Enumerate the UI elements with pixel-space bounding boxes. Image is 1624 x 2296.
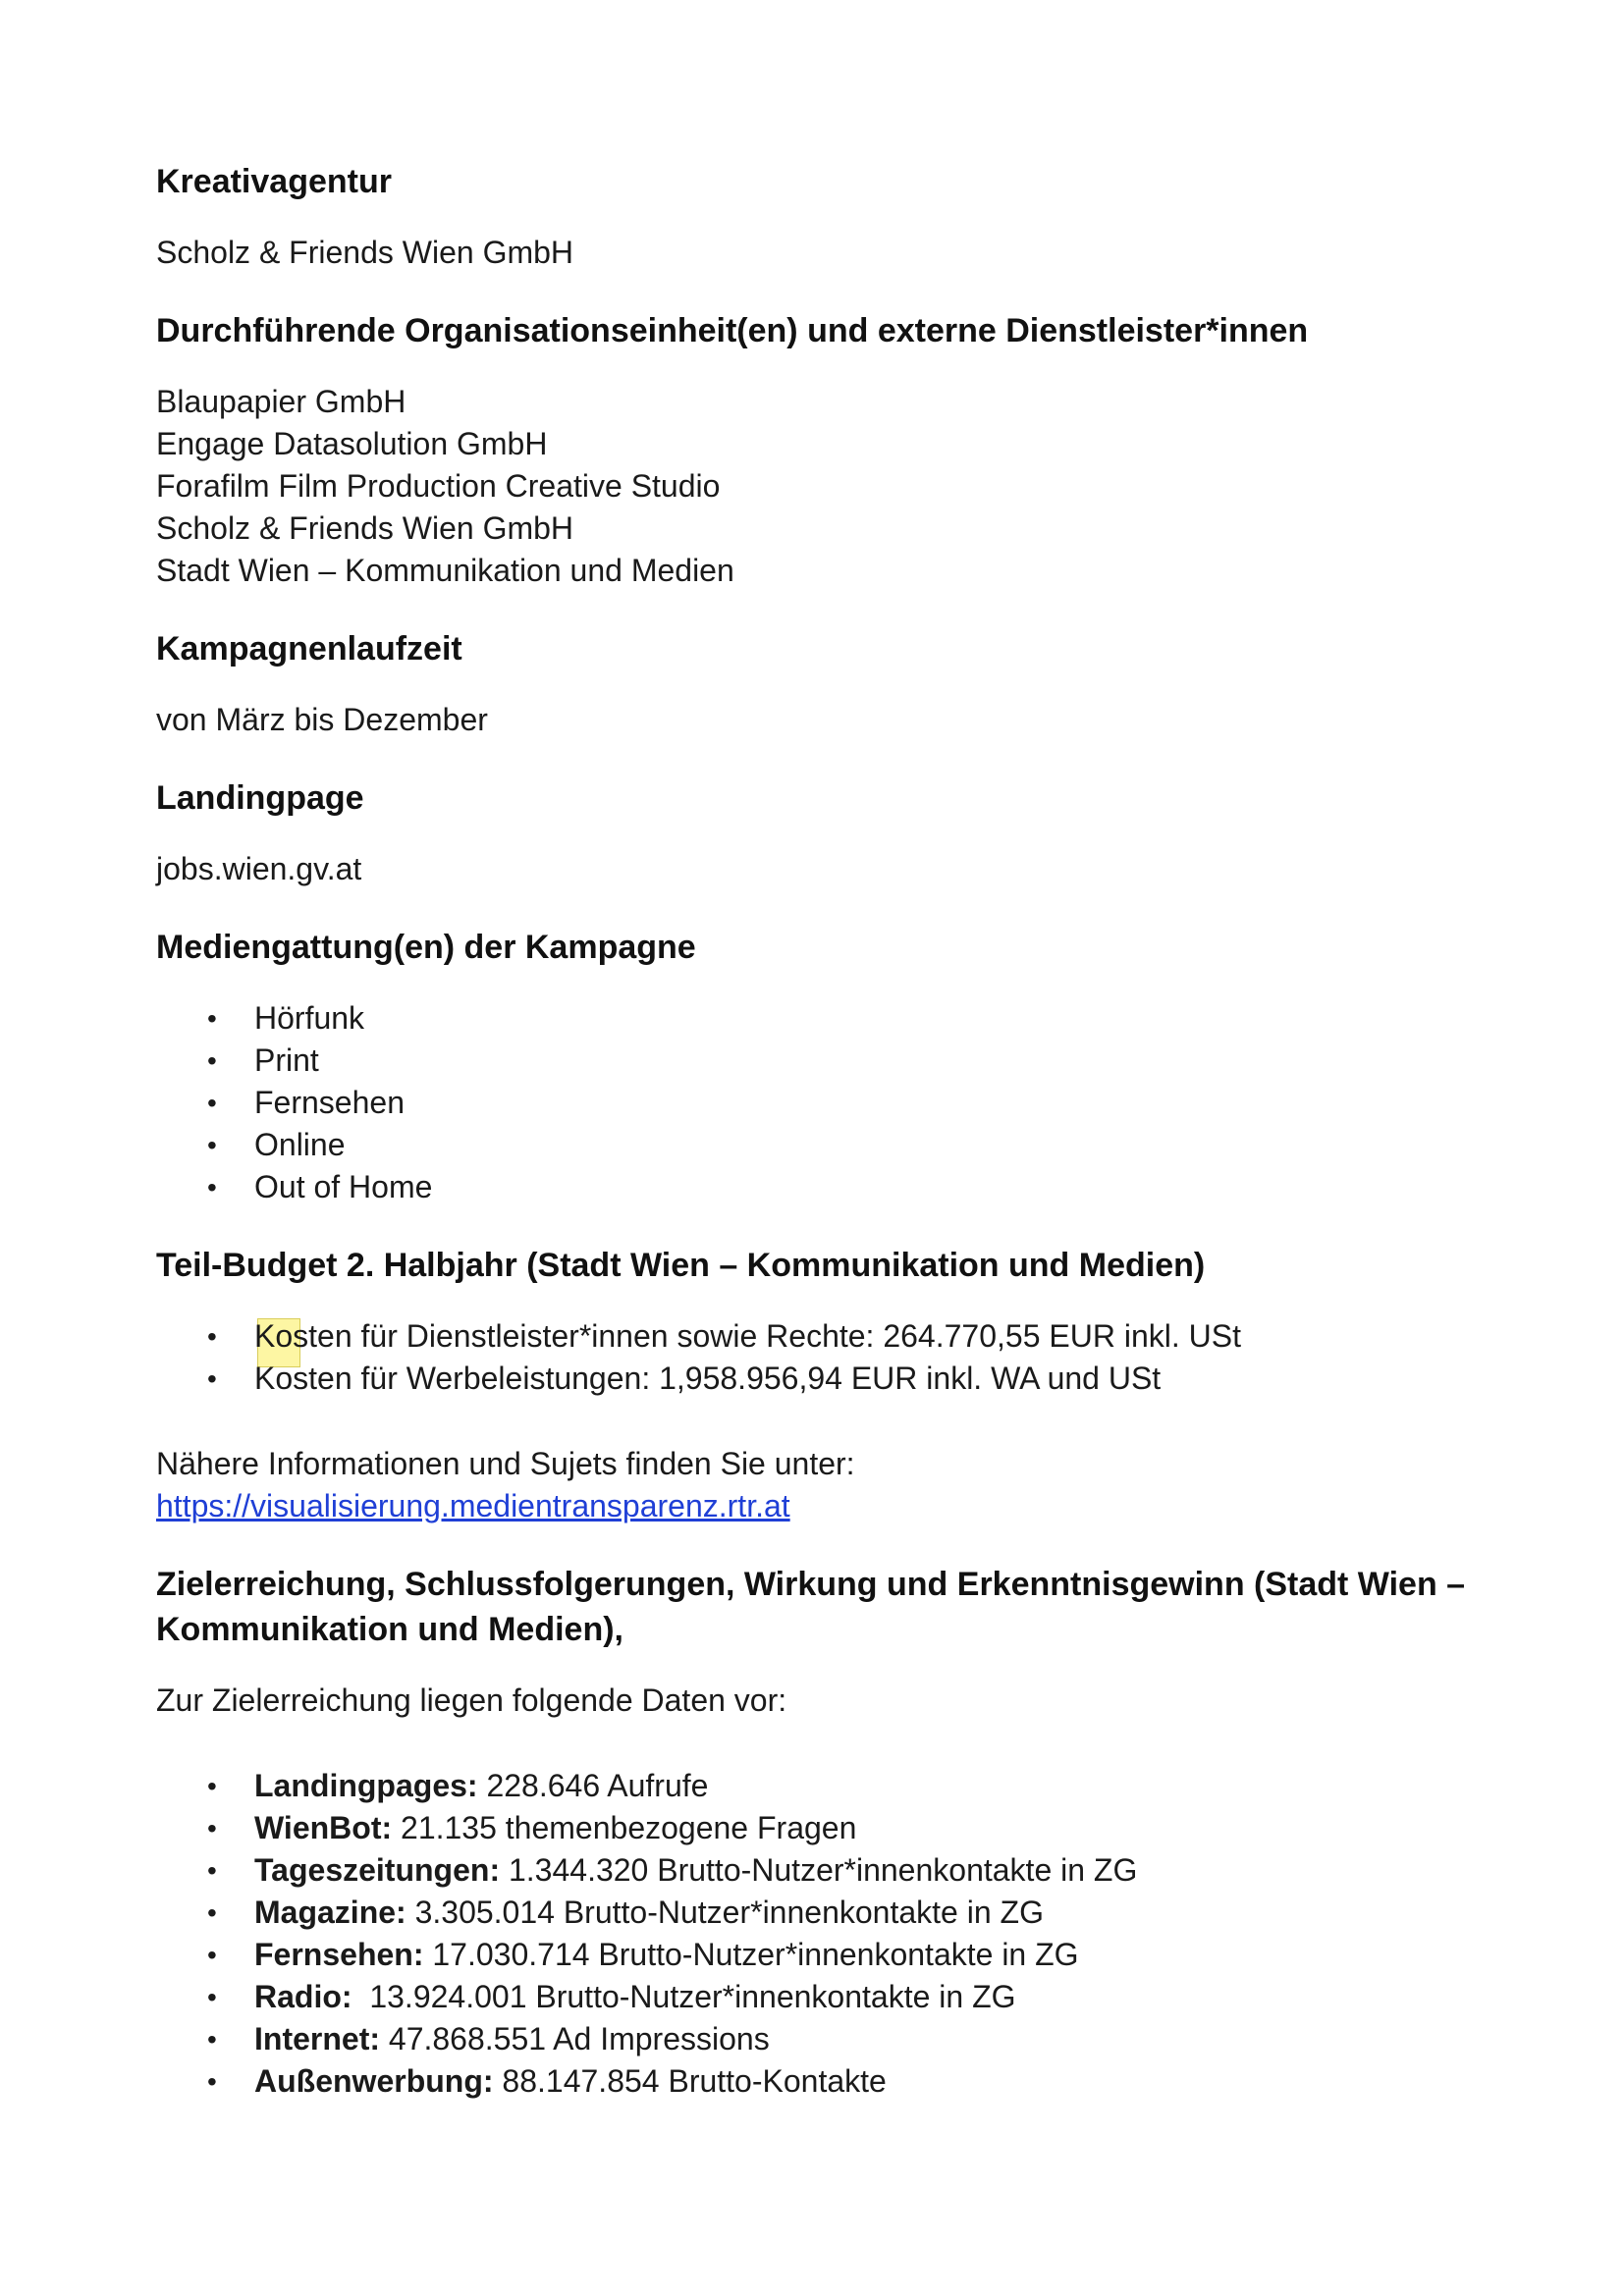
heading-budget: Teil-Budget 2. Halbjahr (Stadt Wien – Kommunikation und Medien) — [156, 1247, 1206, 1284]
executing-unit-line: Engage Datasolution GmbH — [156, 426, 548, 461]
executing-unit-line: Stadt Wien – Kommunikation und Medien — [156, 553, 734, 588]
bullet-icon: • — [207, 1855, 217, 1886]
goal-item-value: 1.344.320 Brutto-Nutzer*innenkontakte in ZG — [500, 1852, 1138, 1888]
budget-item: Kosten für Dienstleister*innen sowie Rechte: 264.770,55 EUR inkl. USt — [254, 1318, 1241, 1354]
info-link-line — [156, 1485, 790, 1527]
bullet-icon: • — [207, 1321, 217, 1352]
media-type-item: Print — [254, 1042, 319, 1078]
goal-item-value: 3.305.014 Brutto-Nutzer*innenkontakte in ZG — [406, 1895, 1044, 1930]
campaign-duration: von März bis Dezember — [156, 702, 488, 737]
goal-item — [254, 1765, 708, 1807]
executing-unit-line: Scholz & Friends Wien GmbH — [156, 510, 574, 546]
budget-item: Kosten für Werbeleistungen: 1,958.956,94 EUR inkl. WA und USt — [254, 1361, 1162, 1396]
agency-name: Scholz & Friends Wien GmbH — [156, 235, 574, 270]
goal-item — [254, 1849, 1137, 1892]
bullet-icon: • — [207, 1897, 217, 1928]
bullet-icon: • — [207, 1172, 217, 1202]
heading-landingpage: Landingpage — [156, 779, 364, 817]
goals-intro: Zur Zielerreichung liegen folgende Daten vor: — [156, 1682, 787, 1718]
bullet-icon: • — [207, 1045, 217, 1076]
media-type-item: Online — [254, 1127, 346, 1162]
goal-item — [254, 2060, 887, 2103]
goal-item-label: Radio: — [254, 1979, 352, 2014]
heading-kampagnenlaufzeit: Kampagnenlaufzeit — [156, 630, 462, 667]
goal-item — [254, 1934, 1079, 1976]
goal-item-label: Internet: — [254, 2021, 380, 2056]
goal-item-value: 88.147.854 Brutto-Kontakte — [493, 2063, 887, 2099]
bullet-icon: • — [207, 1363, 217, 1394]
media-type-item: Out of Home — [254, 1169, 433, 1204]
goal-item-value: 228.646 Aufrufe — [477, 1768, 709, 1803]
heading-goals: Zielerreichung, Schlussfolgerungen, Wirkung und Erkenntnisgewinn (Stadt Wien – — [156, 1566, 1466, 1603]
goal-item-label: Magazine: — [254, 1895, 406, 1930]
info-link[interactable]: https://visualisierung.medientransparenz.rtr.at — [156, 1488, 790, 1523]
bullet-icon: • — [207, 1982, 217, 2012]
executing-unit-line: Blaupapier GmbH — [156, 384, 406, 419]
goal-item — [254, 2018, 770, 2060]
bullet-icon: • — [207, 2066, 217, 2097]
goal-item-value: 17.030.714 Brutto-Nutzer*innenkontakte in ZG — [423, 1937, 1079, 1972]
heading-goals-continued: Kommunikation und Medien), — [156, 1611, 623, 1648]
bullet-icon: • — [207, 1771, 217, 1801]
goal-item-value: 47.868.551 Ad Impressions — [380, 2021, 770, 2056]
goal-item-value: 13.924.001 Brutto-Nutzer*innenkontakte in ZG — [352, 1979, 1016, 2014]
info-text: Nähere Informationen und Sujets finden Sie unter: — [156, 1446, 855, 1481]
media-type-item: Hörfunk — [254, 1000, 365, 1036]
goal-item — [254, 1976, 1016, 2018]
bullet-icon: • — [207, 2024, 217, 2055]
goal-item-label: Tageszeitungen: — [254, 1852, 501, 1888]
heading-kreativagentur: Kreativagentur — [156, 163, 392, 200]
bullet-icon: • — [207, 1130, 217, 1160]
heading-media-types: Mediengattung(en) der Kampagne — [156, 929, 696, 966]
goal-item-label: Fernsehen: — [254, 1937, 424, 1972]
goal-item-label: Außenwerbung: — [254, 2063, 494, 2099]
bullet-icon: • — [207, 1940, 217, 1970]
media-type-item: Fernsehen — [254, 1085, 405, 1120]
heading-executing-units: Durchführende Organisationseinheit(en) und externe Dienstleister*innen — [156, 312, 1309, 349]
bullet-icon: • — [207, 1088, 217, 1118]
bullet-icon: • — [207, 1003, 217, 1034]
goal-item-label: Landingpages: — [254, 1768, 478, 1803]
executing-unit-line: Forafilm Film Production Creative Studio — [156, 468, 721, 504]
goal-item — [254, 1807, 856, 1849]
goal-item-value: 21.135 themenbezogene Fragen — [392, 1810, 857, 1845]
goal-item — [254, 1892, 1044, 1934]
landingpage-url: jobs.wien.gv.at — [156, 851, 362, 886]
bullet-icon: • — [207, 1813, 217, 1843]
goal-item-label: WienBot: — [254, 1810, 393, 1845]
